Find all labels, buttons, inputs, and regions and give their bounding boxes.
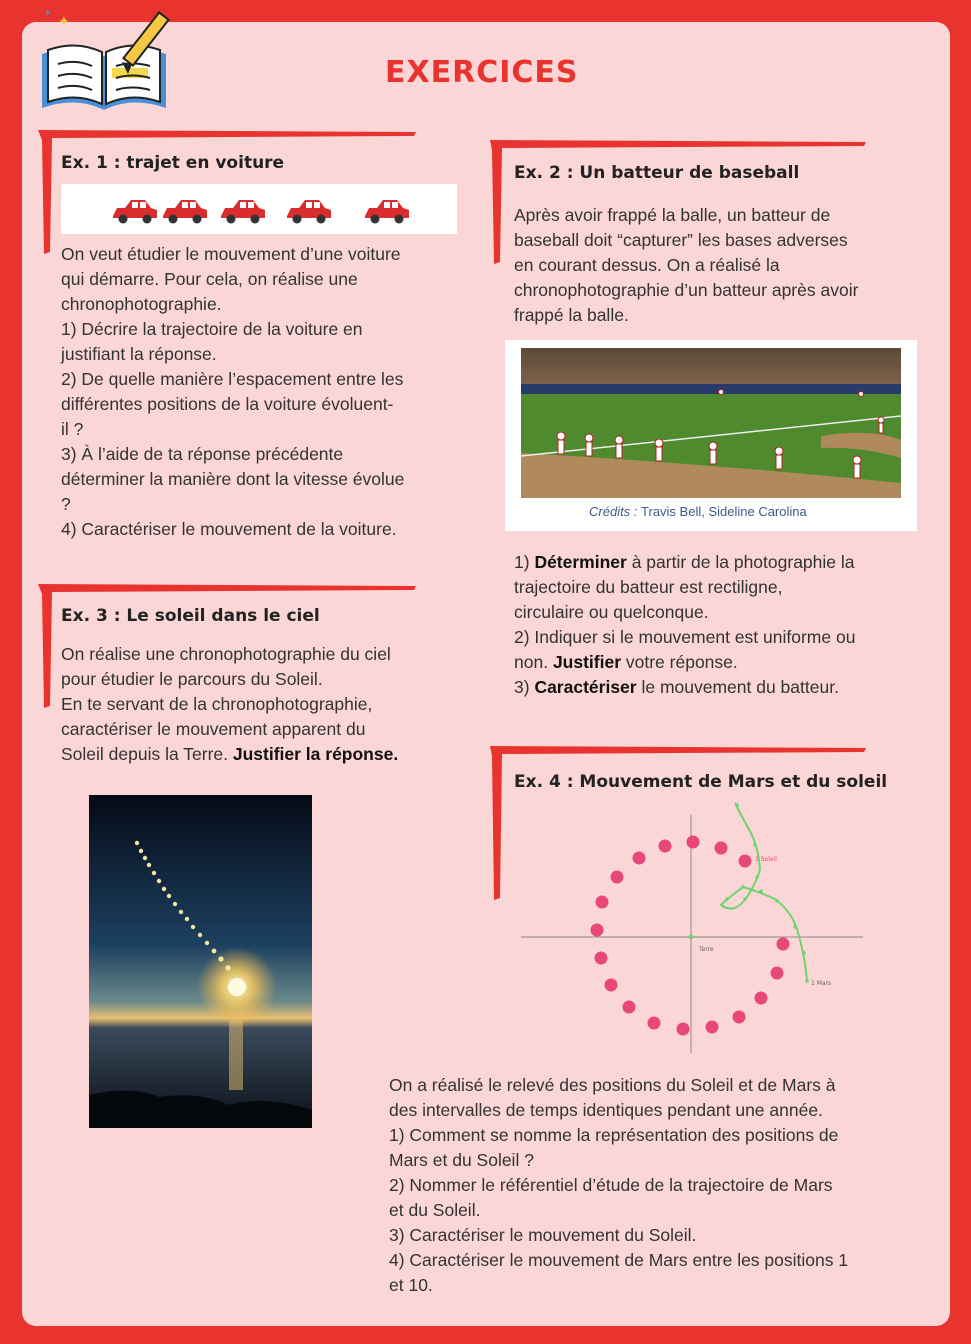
photo-credit: [589, 504, 807, 519]
ex1-line: différentes positions de la voiture évoluent-: [61, 394, 394, 414]
ex1-question-1: 1) Décrire la trajectoire de la voiture en: [61, 319, 363, 339]
ex3-text: [61, 642, 481, 767]
ex4-line: des intervalles de temps identiques pendant une année.: [389, 1100, 823, 1120]
ex4-question-2: 2) Nommer le référentiel d’étude de la trajectoire de Mars: [389, 1175, 833, 1195]
mars-sun-diagram: [515, 795, 865, 1055]
svg-text:✦: ✦: [58, 14, 70, 30]
ex2-line: circulaire ou quelconque.: [514, 602, 709, 622]
ex2-question-2: 2) Indiquer si le mouvement est uniforme ou: [514, 627, 856, 647]
ex3-line: Soleil depuis la Terre. Justifier la réponse.: [61, 744, 399, 764]
ex2-title: Ex. 2 : Un batteur de baseball: [514, 163, 800, 183]
page-title: EXERCICES: [385, 55, 579, 90]
ex2-questions: [514, 550, 934, 700]
ex1-line: il ?: [61, 419, 84, 439]
ex4-line: et 10.: [389, 1275, 433, 1295]
ex1-text: [61, 242, 471, 542]
ex2-line: frappé la balle.: [514, 305, 629, 325]
ex2-line: trajectoire du batteur est rectiligne,: [514, 577, 783, 597]
car-chronophoto: [61, 184, 457, 234]
ex1-line: déterminer la manière dont la vitesse évolue: [61, 469, 405, 489]
mars-label: 1 Mars: [811, 980, 832, 987]
ex3-line: pour étudier le parcours du Soleil.: [61, 669, 323, 689]
ex4-line: et du Soleil.: [389, 1200, 481, 1220]
soleil-label: 1 Soleil: [755, 856, 777, 863]
earth-point: [689, 935, 694, 940]
ex1-line: ?: [61, 494, 71, 514]
ex4-title: Ex. 4 : Mouvement de Mars et du soleil: [514, 772, 888, 792]
car-icon: [365, 200, 409, 224]
ex1-question-3: 3) À l’aide de ta réponse précédente: [61, 444, 344, 464]
car-positions-figure: [61, 184, 457, 234]
car-icon: [221, 200, 265, 224]
ex2-question-1: 1) Déterminer à partir de la photographie la: [514, 552, 855, 572]
ex4-line: Mars et du Soleil ?: [389, 1150, 534, 1170]
ex1-question-2: 2) De quelle manière l’espacement entre les: [61, 369, 404, 389]
car-icon: [113, 200, 157, 224]
ex3-title: Ex. 3 : Le soleil dans le ciel: [61, 606, 320, 626]
ex1-title: Ex. 1 : trajet en voiture: [61, 153, 285, 173]
sunset-chronophoto: [89, 795, 312, 1128]
baseball-photo: [521, 348, 901, 498]
mars-path: [721, 803, 807, 981]
terre-label: Terre: [699, 946, 714, 953]
ex2-line: non. Justifier votre réponse.: [514, 652, 738, 672]
ex2-line: chronophotographie d’un batteur après avoir: [514, 280, 859, 300]
mars-positions: [725, 803, 809, 983]
ex2-question-3: 3) Caractériser le mouvement du batteur.: [514, 677, 839, 697]
ex1-line: justifiant la réponse.: [61, 344, 217, 364]
ex3-line: On réalise une chronophotographie du ciel: [61, 644, 391, 664]
ex2-line: baseball doit “capturer” les bases adverses: [514, 230, 848, 250]
credit-label: Crédits :: [589, 504, 638, 519]
ex4-question-1: 1) Comment se nomme la représentation des positions de: [389, 1125, 839, 1145]
ex1-line: On veut étudier le mouvement d’une voiture: [61, 244, 401, 264]
ex1-question-4: 4) Caractériser le mouvement de la voiture.: [61, 519, 397, 539]
ex1-line: chronophotographie.: [61, 294, 222, 314]
car-icon: [163, 200, 207, 224]
ex3-line: caractériser le mouvement apparent du: [61, 719, 366, 739]
ex4-question-4: 4) Caractériser le mouvement de Mars entre les positions 1: [389, 1250, 849, 1270]
ex2-intro: [514, 203, 934, 328]
ex4-question-3: 3) Caractériser le mouvement du Soleil.: [389, 1225, 697, 1245]
book-pencil-icon: [36, 4, 176, 116]
svg-text:✦: ✦: [44, 9, 52, 19]
ex4-text: [389, 1073, 929, 1298]
car-icon: [287, 200, 331, 224]
ex4-line: On a réalisé le relevé des positions du Soleil et de Mars à: [389, 1075, 836, 1095]
ex3-line: En te servant de la chronophotographie,: [61, 694, 373, 714]
ex1-line: qui démarre. Pour cela, on réalise une: [61, 269, 358, 289]
ex2-line: en courant dessus. On a réalisé la: [514, 255, 780, 275]
credit-text: Travis Bell, Sideline Carolina: [641, 504, 807, 519]
baseball-photo-card: [505, 340, 917, 531]
ex2-line: Après avoir frappé la balle, un batteur de: [514, 205, 831, 225]
